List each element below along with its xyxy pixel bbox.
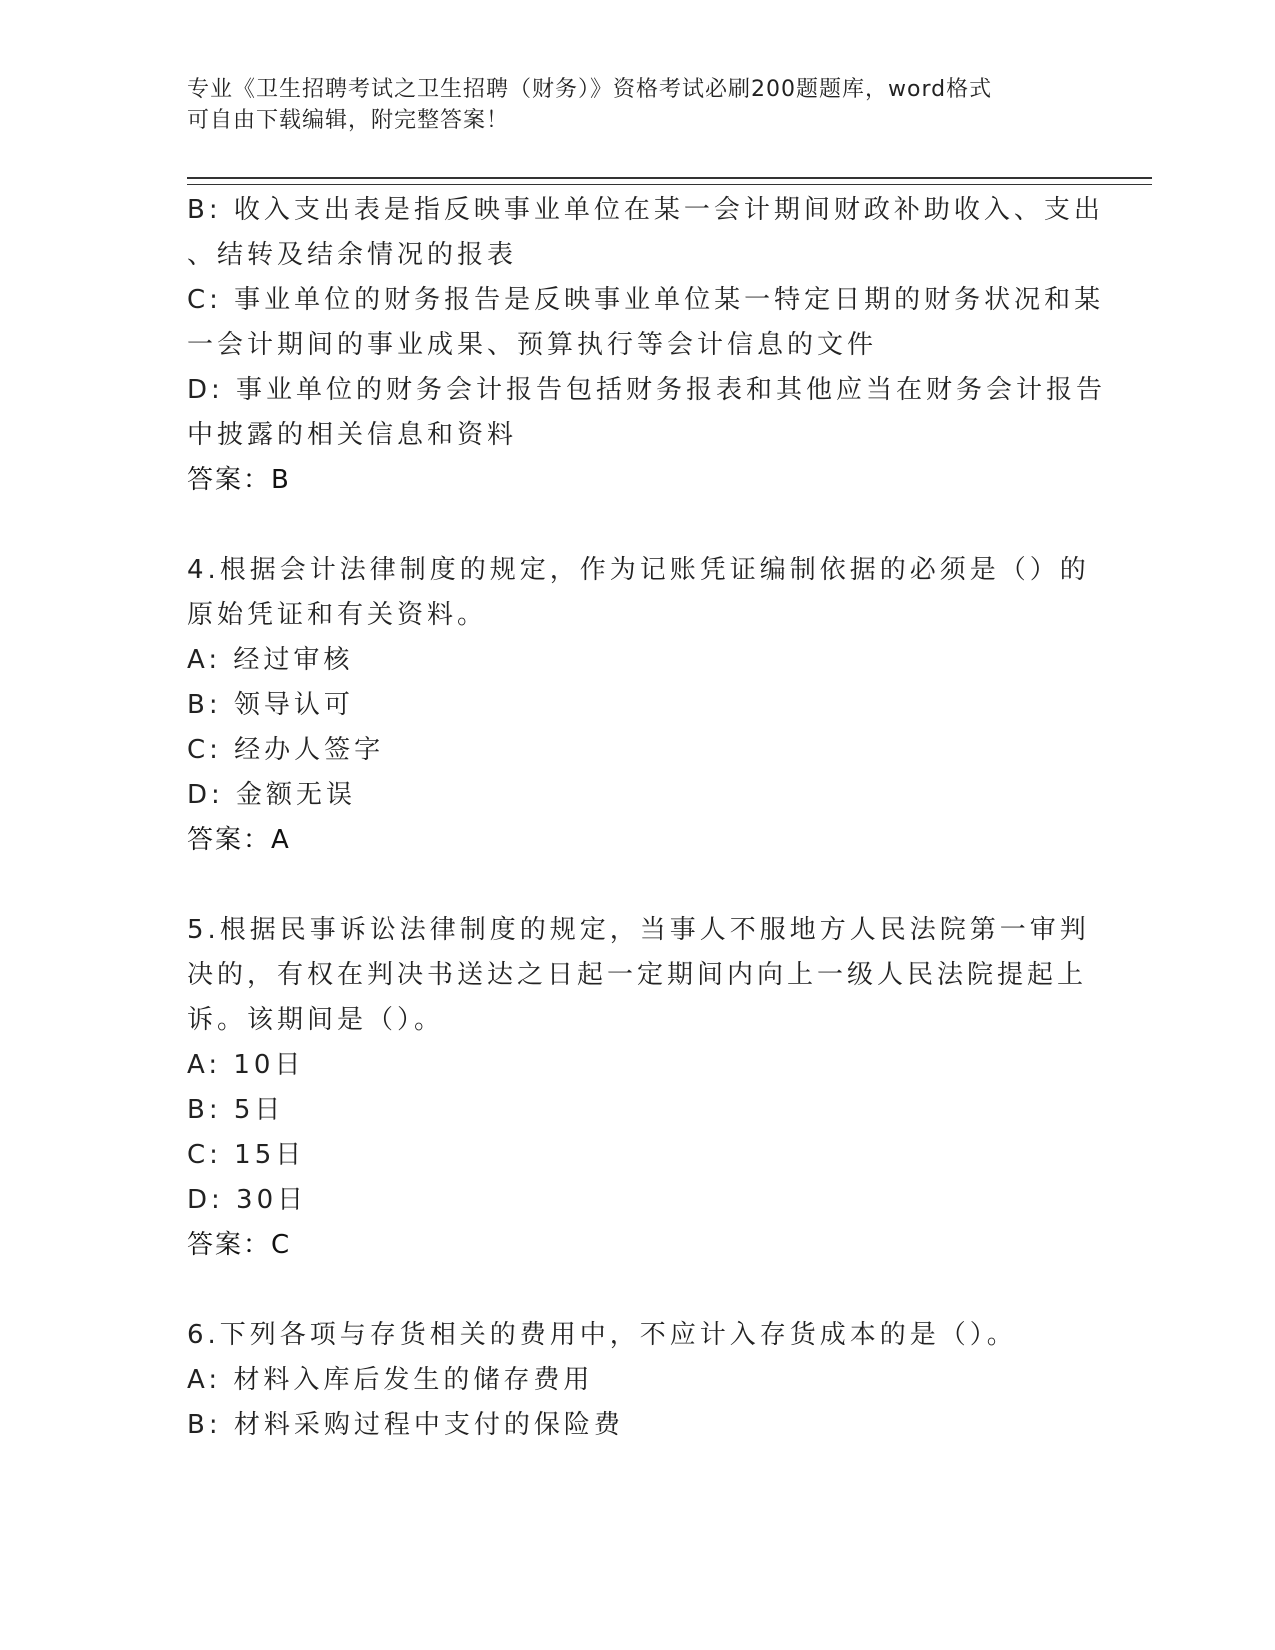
question-4-block [187, 548, 1090, 863]
spacer [187, 1268, 1087, 1313]
q5-option-a: A: 10日 [187, 1050, 305, 1080]
q5-stem-line-3: 诉。该期间是（）。 [187, 1005, 445, 1035]
q3-option-d-line-1: D: 事业单位的财务会计报告包括财务报表和其他应当在财务会计报告 [187, 375, 1107, 405]
q5-stem-line-2: 决的，有权在判决书送达之日起一定期间内向上一级人民法院提起上 [187, 960, 1088, 990]
q6-stem-line-1: 6.下列各项与存货相关的费用中，不应计入存货成本的是（）。 [187, 1320, 1017, 1350]
header-title-line-1: 专业《卫生招聘考试之卫生招聘（财务）》资格考试必刷200题题库，word格式 [187, 77, 993, 102]
q5-stem-line-1: 5.根据民事诉讼法律制度的规定，当事人不服地方人民法院第一审判 [187, 915, 1090, 945]
header-title-line-2: 可自由下载编辑，附完整答案！ [187, 108, 510, 133]
question-5-block [187, 908, 1090, 1268]
q3-option-b-line-1: B: 收入支出表是指反映事业单位在某一会计期间财政补助收入、支出 [187, 195, 1104, 225]
document-header [187, 74, 1087, 136]
q4-option-c: C: 经办人签字 [187, 735, 385, 765]
q4-option-b: B: 领导认可 [187, 690, 354, 720]
q5-option-c: C: 15日 [187, 1140, 306, 1170]
q4-stem-line-2: 原始凭证和有关资料。 [187, 600, 488, 630]
q3-option-c-line-2: 一会计期间的事业成果、预算执行等会计信息的文件 [187, 330, 878, 360]
q4-option-a: A: 经过审核 [187, 645, 354, 675]
spacer [187, 503, 1087, 548]
q3-answer: 答案：B [187, 465, 291, 495]
q3-option-d-line-2: 中披露的相关信息和资料 [187, 420, 518, 450]
spacer [187, 863, 1087, 908]
question-3-block [187, 188, 1107, 503]
q5-option-d: D: 30日 [187, 1185, 308, 1215]
q6-option-a: A: 材料入库后发生的储存费用 [187, 1365, 594, 1395]
q5-answer: 答案：C [187, 1230, 292, 1260]
q4-option-d: D: 金额无误 [187, 780, 357, 810]
header-divider [187, 177, 1152, 185]
q3-option-c-line-1: C: 事业单位的财务报告是反映事业单位某一特定日期的财务状况和某 [187, 285, 1105, 315]
q6-option-b: B: 材料采购过程中支付的保险费 [187, 1410, 624, 1440]
q4-stem-line-1: 4.根据会计法律制度的规定，作为记账凭证编制依据的必须是（）的 [187, 555, 1090, 585]
question-6-block [187, 1313, 1087, 1448]
q5-option-b: B: 5日 [187, 1095, 285, 1125]
q3-option-b-line-2: 、结转及结余情况的报表 [187, 240, 518, 270]
document-body [187, 188, 1107, 1448]
q4-answer: 答案：A [187, 825, 291, 855]
